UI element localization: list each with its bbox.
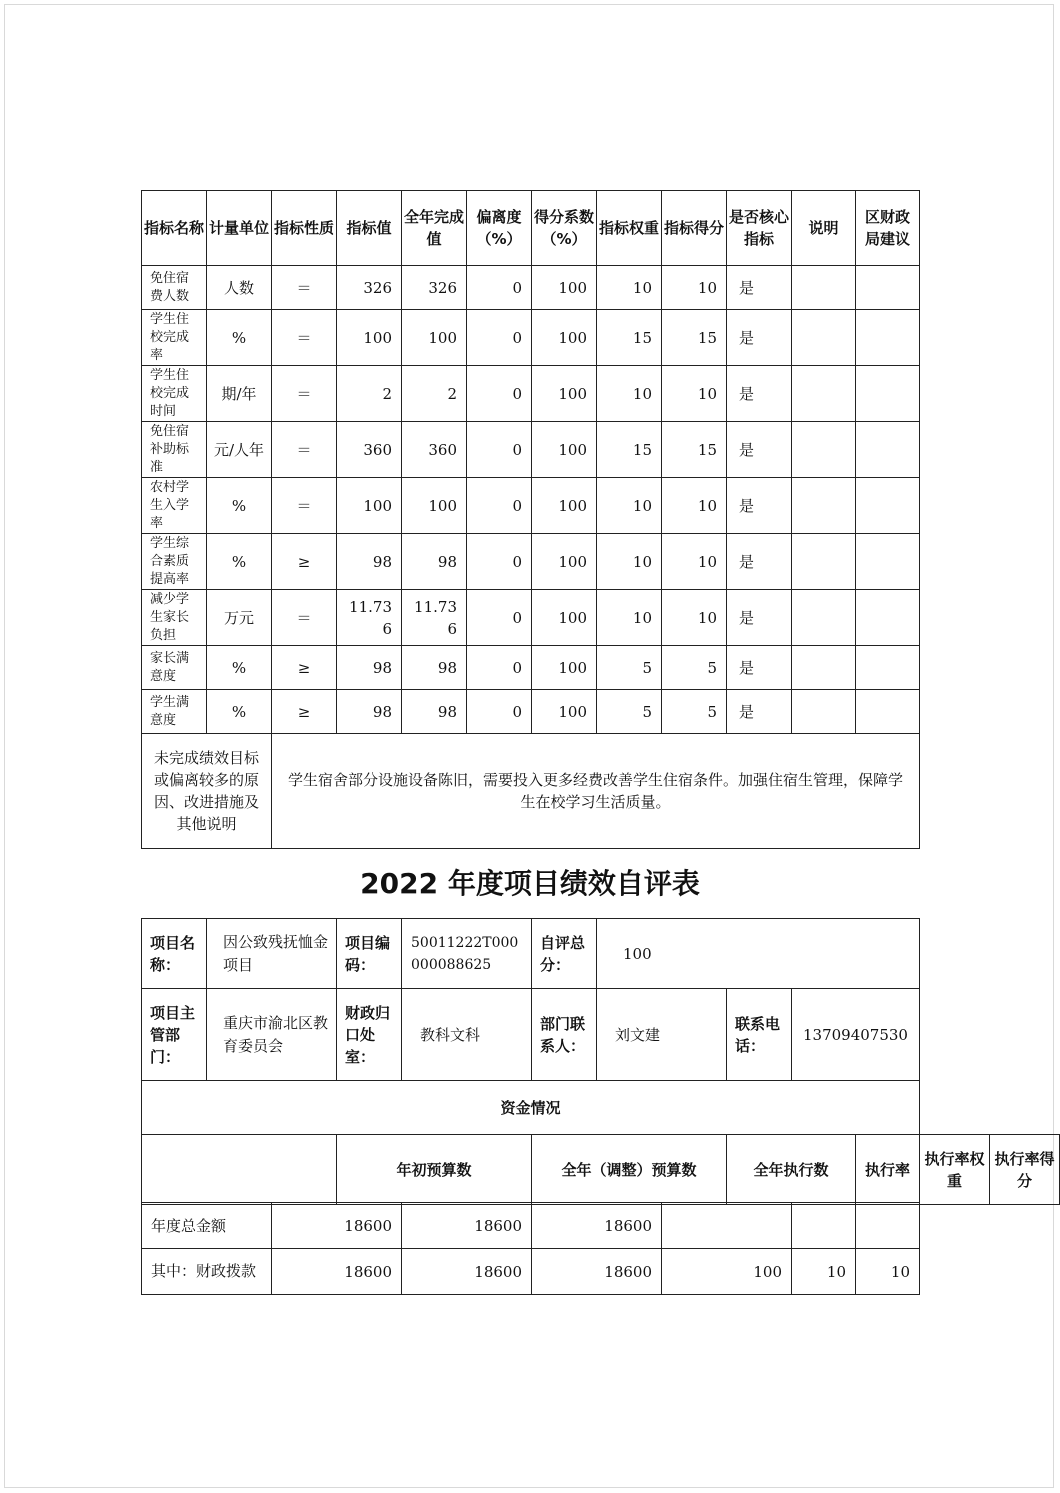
indicator-unit: % <box>207 310 272 366</box>
indicator-unit: % <box>207 690 272 734</box>
indicator-actual: 98 <box>402 646 467 690</box>
finance-office-label: 财政归口处室： <box>337 989 402 1081</box>
indicator-unit: 万元 <box>207 590 272 646</box>
funds-rate: 100 <box>662 1249 792 1295</box>
indicator-core: 是 <box>727 690 792 734</box>
funds-table <box>141 1202 920 1295</box>
indicator-nature: ＝ <box>272 422 337 478</box>
indicator-deviation: 0 <box>467 590 532 646</box>
indicator-score: 5 <box>662 690 727 734</box>
indicator-advice <box>856 422 920 478</box>
indicator-nature: ≥ <box>272 646 337 690</box>
funds-budget: 18600 <box>272 1203 402 1249</box>
indicator-score: 5 <box>662 646 727 690</box>
indicator-name: 学生住校完成时间 <box>142 366 207 422</box>
indicator-target: 98 <box>337 646 402 690</box>
indicator-coef: 100 <box>532 266 597 310</box>
indicator-weight: 5 <box>597 646 662 690</box>
indicator-table <box>141 190 920 849</box>
table-row <box>142 1203 920 1249</box>
indicator-actual: 98 <box>402 690 467 734</box>
indicator-note <box>792 266 856 310</box>
indicator-advice <box>856 534 920 590</box>
indicator-nature: ≥ <box>272 534 337 590</box>
phone: 13709407530 <box>792 989 920 1081</box>
indicator-score: 10 <box>662 590 727 646</box>
indicator-coef: 100 <box>532 310 597 366</box>
funds-budget: 18600 <box>272 1249 402 1295</box>
header-coef: 得分系数（%） <box>532 191 597 266</box>
indicator-weight: 15 <box>597 310 662 366</box>
indicator-core: 是 <box>727 590 792 646</box>
indicator-core: 是 <box>727 478 792 534</box>
indicator-weight: 10 <box>597 366 662 422</box>
finance-office: 教科文科 <box>402 989 532 1081</box>
table-row <box>142 1249 920 1295</box>
table-row <box>142 646 920 690</box>
indicator-deviation: 0 <box>467 690 532 734</box>
indicator-core: 是 <box>727 422 792 478</box>
indicator-nature: ＝ <box>272 310 337 366</box>
indicator-coef: 100 <box>532 590 597 646</box>
indicator-weight: 10 <box>597 266 662 310</box>
page-title: 2022 年度项目绩效自评表 <box>360 867 700 900</box>
table-row <box>142 590 920 646</box>
funds-header-budget: 年初预算数 <box>337 1135 532 1205</box>
indicator-name: 减少学生家长负担 <box>142 590 207 646</box>
indicator-unit: % <box>207 534 272 590</box>
project-dept-row <box>142 989 1060 1081</box>
indicator-coef: 100 <box>532 422 597 478</box>
funds-rate-weight <box>792 1203 856 1249</box>
indicator-actual: 360 <box>402 422 467 478</box>
header-finance-advice: 区财政局建议 <box>856 191 920 266</box>
indicator-note <box>792 590 856 646</box>
funds-header-executed: 全年执行数 <box>727 1135 856 1205</box>
indicator-note <box>792 690 856 734</box>
indicator-note <box>792 422 856 478</box>
indicator-deviation: 0 <box>467 266 532 310</box>
indicator-coef: 100 <box>532 690 597 734</box>
table-row <box>142 478 920 534</box>
indicator-core: 是 <box>727 646 792 690</box>
indicator-advice <box>856 478 920 534</box>
indicator-coef: 100 <box>532 646 597 690</box>
indicator-nature: ＝ <box>272 266 337 310</box>
header-deviation: 偏离度（%） <box>467 191 532 266</box>
project-code-label: 项目编码： <box>337 919 402 989</box>
indicator-name: 免住宿补助标准 <box>142 422 207 478</box>
table-row <box>142 266 920 310</box>
indicator-actual: 98 <box>402 534 467 590</box>
funds-executed: 18600 <box>532 1203 662 1249</box>
indicator-note <box>792 310 856 366</box>
indicator-target: 326 <box>337 266 402 310</box>
indicator-target: 360 <box>337 422 402 478</box>
indicator-weight: 15 <box>597 422 662 478</box>
indicator-note <box>792 366 856 422</box>
indicator-deviation: 0 <box>467 478 532 534</box>
table-row <box>142 422 920 478</box>
indicator-note <box>792 646 856 690</box>
indicator-target: 100 <box>337 478 402 534</box>
indicator-nature: ＝ <box>272 366 337 422</box>
indicator-coef: 100 <box>532 478 597 534</box>
project-name-label: 项目名称： <box>142 919 207 989</box>
funds-row-label: 其中：财政拨款 <box>142 1249 272 1295</box>
indicator-header-row <box>142 191 920 266</box>
header-note: 说明 <box>792 191 856 266</box>
project-info-row <box>142 919 1060 989</box>
header-core: 是否核心指标 <box>727 191 792 266</box>
indicator-deviation: 0 <box>467 422 532 478</box>
indicator-advice <box>856 310 920 366</box>
indicator-weight: 5 <box>597 690 662 734</box>
indicator-note <box>792 534 856 590</box>
indicator-unit: 期/年 <box>207 366 272 422</box>
funds-rate-score: 10 <box>856 1249 920 1295</box>
indicator-note <box>792 478 856 534</box>
header-nature: 指标性质 <box>272 191 337 266</box>
funds-header-rate: 执行率 <box>856 1135 920 1205</box>
contact-person: 刘文建 <box>597 989 727 1081</box>
indicator-target: 11.736 <box>337 590 402 646</box>
indicator-deviation: 0 <box>467 534 532 590</box>
phone-label: 联系电话： <box>727 989 792 1081</box>
indicator-nature: ＝ <box>272 478 337 534</box>
indicator-advice <box>856 366 920 422</box>
indicator-unit: 人数 <box>207 266 272 310</box>
remark-label: 未完成绩效目标或偏离较多的原因、改进措施及其他说明 <box>142 734 272 849</box>
indicator-score: 10 <box>662 366 727 422</box>
indicator-name: 家长满意度 <box>142 646 207 690</box>
funds-section-row <box>142 1081 1060 1135</box>
indicator-name: 学生综合素质提高率 <box>142 534 207 590</box>
funds-header-adjusted: 全年（调整）预算数 <box>532 1135 727 1205</box>
funds-header-empty <box>142 1135 337 1205</box>
project-table <box>141 918 1060 1205</box>
indicator-unit: 元/人年 <box>207 422 272 478</box>
indicator-actual: 11.736 <box>402 590 467 646</box>
indicator-target: 2 <box>337 366 402 422</box>
indicator-score: 10 <box>662 266 727 310</box>
header-target: 指标值 <box>337 191 402 266</box>
header-unit: 计量单位 <box>207 191 272 266</box>
dept: 重庆市渝北区教育委员会 <box>207 989 337 1081</box>
funds-header-rate-weight: 执行率权重 <box>920 1135 990 1205</box>
funds-rate <box>662 1203 792 1249</box>
indicator-actual: 100 <box>402 478 467 534</box>
indicator-score: 15 <box>662 310 727 366</box>
indicator-core: 是 <box>727 266 792 310</box>
funds-adjusted: 18600 <box>402 1203 532 1249</box>
project-code: 50011222T000000088625 <box>402 919 532 989</box>
indicator-target: 100 <box>337 310 402 366</box>
indicator-advice <box>856 266 920 310</box>
header-score: 指标得分 <box>662 191 727 266</box>
indicator-advice <box>856 690 920 734</box>
indicator-name: 免住宿费人数 <box>142 266 207 310</box>
indicator-actual: 326 <box>402 266 467 310</box>
indicator-weight: 10 <box>597 590 662 646</box>
indicator-coef: 100 <box>532 534 597 590</box>
table-row <box>142 690 920 734</box>
indicator-score: 10 <box>662 478 727 534</box>
funds-row-label: 年度总金额 <box>142 1203 272 1249</box>
funds-rate-weight: 10 <box>792 1249 856 1295</box>
remark-row <box>142 734 920 849</box>
indicator-weight: 10 <box>597 534 662 590</box>
indicator-unit: % <box>207 646 272 690</box>
indicator-target: 98 <box>337 690 402 734</box>
table-row <box>142 310 920 366</box>
funds-section-title: 资金情况 <box>142 1081 920 1135</box>
header-actual: 全年完成值 <box>402 191 467 266</box>
indicator-name: 学生满意度 <box>142 690 207 734</box>
contact-label: 部门联系人： <box>532 989 597 1081</box>
indicator-deviation: 0 <box>467 646 532 690</box>
indicator-nature: ＝ <box>272 590 337 646</box>
funds-executed: 18600 <box>532 1249 662 1295</box>
indicator-actual: 2 <box>402 366 467 422</box>
table-row <box>142 534 920 590</box>
self-score-label: 自评总分： <box>532 919 597 989</box>
indicator-score: 10 <box>662 534 727 590</box>
indicator-coef: 100 <box>532 366 597 422</box>
remark-text: 学生宿舍部分设施设备陈旧，需要投入更多经费改善学生住宿条件。加强住宿生管理，保障学生在校学习生活质量。 <box>272 734 920 849</box>
header-indicator-name: 指标名称 <box>142 191 207 266</box>
indicator-deviation: 0 <box>467 310 532 366</box>
indicator-core: 是 <box>727 534 792 590</box>
indicator-actual: 100 <box>402 310 467 366</box>
indicator-weight: 10 <box>597 478 662 534</box>
funds-rate-score <box>856 1203 920 1249</box>
indicator-score: 15 <box>662 422 727 478</box>
header-weight: 指标权重 <box>597 191 662 266</box>
indicator-core: 是 <box>727 366 792 422</box>
table-row <box>142 366 920 422</box>
indicator-core: 是 <box>727 310 792 366</box>
indicator-name: 学生住校完成率 <box>142 310 207 366</box>
funds-adjusted: 18600 <box>402 1249 532 1295</box>
project-name: 因公致残抚恤金项目 <box>207 919 337 989</box>
self-score: 100 <box>597 919 920 989</box>
funds-header-rate-score: 执行率得分 <box>990 1135 1060 1205</box>
funds-header-row <box>142 1135 1060 1205</box>
indicator-name: 农村学生入学率 <box>142 478 207 534</box>
indicator-unit: % <box>207 478 272 534</box>
indicator-nature: ≥ <box>272 690 337 734</box>
indicator-target: 98 <box>337 534 402 590</box>
indicator-advice <box>856 590 920 646</box>
indicator-advice <box>856 646 920 690</box>
indicator-deviation: 0 <box>467 366 532 422</box>
dept-label: 项目主管部门： <box>142 989 207 1081</box>
